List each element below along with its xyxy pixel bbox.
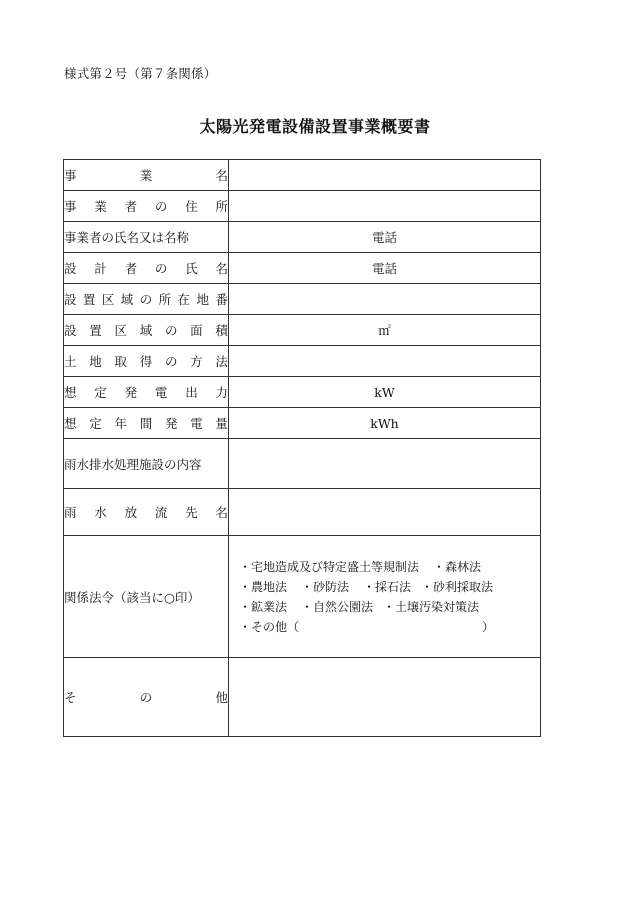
form-row <box>64 191 541 222</box>
row-label-text <box>64 259 228 277</box>
label-char: 方 <box>190 354 203 369</box>
row-value-field[interactable]: 電話 <box>229 253 541 284</box>
label-char: 取 <box>114 354 127 369</box>
law-item[interactable]: ・採石法 <box>363 579 412 594</box>
laws-line <box>239 577 540 597</box>
label-char: 流 <box>154 505 168 520</box>
row-label-text <box>64 503 228 521</box>
laws-checklist[interactable] <box>229 536 541 658</box>
label-char: 想 <box>64 416 77 431</box>
row-label-text <box>64 290 228 308</box>
form-row <box>64 222 541 253</box>
label-char: 名 <box>215 505 228 520</box>
label-char: 先 <box>185 505 198 520</box>
form-number: 様式第２号（第７条関係） <box>64 66 217 81</box>
row-label-text <box>64 352 228 370</box>
law-item[interactable]: ・鉱業法 <box>239 599 288 614</box>
label-char: の <box>164 323 178 338</box>
label-char: 面 <box>190 323 203 338</box>
row-label <box>64 253 229 284</box>
row-label <box>64 536 229 658</box>
label-char: 在 <box>177 292 191 307</box>
label-char: 所 <box>215 199 228 214</box>
row-value-field[interactable] <box>229 439 541 489</box>
label-char: 置 <box>82 292 96 307</box>
label-char: 間 <box>139 416 153 431</box>
label-char: 区 <box>101 292 115 307</box>
law-item[interactable]: ・農地法 <box>239 579 288 594</box>
label-char: 所 <box>158 292 172 307</box>
form-row <box>64 160 541 191</box>
document-title: 太陽光発電設備設置事業概要書 <box>199 117 431 136</box>
label-char: 業 <box>94 199 107 214</box>
label-char: 域 <box>139 323 153 338</box>
row-label <box>64 284 229 315</box>
form-row <box>64 284 541 315</box>
label-char: 放 <box>124 505 138 520</box>
row-label-text: 関係法令（該当に○印） <box>64 589 200 605</box>
law-item[interactable]: ・自然公園法 <box>301 599 374 614</box>
label-char: 出 <box>185 385 198 400</box>
label-char: 定 <box>94 385 107 400</box>
row-value-field[interactable] <box>229 160 541 191</box>
law-item[interactable]: ・宅地造成及び特定盛土等規制法 <box>239 559 420 574</box>
row-label-text <box>64 688 228 706</box>
row-value-field[interactable]: kW <box>229 377 541 408</box>
row-label-text <box>64 197 228 215</box>
law-item[interactable]: ・砂防法 <box>301 579 350 594</box>
label-char: 定 <box>89 416 102 431</box>
label-char: そ <box>64 690 77 705</box>
label-char: 発 <box>164 416 178 431</box>
label-char: の <box>139 292 153 307</box>
row-label-text <box>64 414 228 432</box>
row-value-field[interactable] <box>229 346 541 377</box>
label-char: 氏 <box>185 261 198 276</box>
form-row <box>64 408 541 439</box>
form-row-laws <box>64 536 541 658</box>
row-label <box>64 439 229 489</box>
label-char: 名 <box>215 168 228 183</box>
row-label <box>64 191 229 222</box>
overview-form-table <box>63 159 541 737</box>
row-label <box>64 408 229 439</box>
label-char: 想 <box>64 385 77 400</box>
label-char: 水 <box>94 505 107 520</box>
form-row <box>64 377 541 408</box>
row-value-field[interactable] <box>229 191 541 222</box>
label-char: 設 <box>64 292 77 307</box>
label-char: の <box>154 261 168 276</box>
label-char: 他 <box>215 690 228 705</box>
row-value-field[interactable]: 電話 <box>229 222 541 253</box>
label-char: 地 <box>89 354 102 369</box>
label-char: 設 <box>64 261 77 276</box>
row-label-text <box>64 166 228 184</box>
label-char: 置 <box>89 323 102 338</box>
form-row <box>64 439 541 489</box>
label-char: 電 <box>190 416 203 431</box>
label-char: 地 <box>196 292 209 307</box>
row-label-text: 雨水排水処理施設の内容 <box>64 456 202 472</box>
label-char: 法 <box>215 354 228 369</box>
row-label-text <box>64 383 228 401</box>
row-label <box>64 346 229 377</box>
label-char: 土 <box>64 354 77 369</box>
row-label <box>64 377 229 408</box>
label-char: 者 <box>124 261 138 276</box>
row-value-field[interactable] <box>229 489 541 536</box>
label-char: の <box>164 354 178 369</box>
form-row <box>64 489 541 536</box>
row-label <box>64 160 229 191</box>
label-char: 者 <box>124 199 138 214</box>
label-char: 得 <box>139 354 153 369</box>
laws-other-line[interactable] <box>239 617 494 637</box>
row-label-text <box>64 321 228 339</box>
row-value-field[interactable]: kWh <box>229 408 541 439</box>
label-char: 事 <box>64 199 77 214</box>
label-char: 住 <box>185 199 198 214</box>
law-item[interactable]: ・土壌汚染対策法 <box>383 599 480 614</box>
label-char: 発 <box>124 385 138 400</box>
label-char: 量 <box>215 416 228 431</box>
label-char: 業 <box>139 168 153 183</box>
form-row <box>64 253 541 284</box>
form-row <box>64 315 541 346</box>
laws-line <box>239 557 540 577</box>
row-value-field[interactable] <box>229 284 541 315</box>
other-open: ・その他（ <box>239 619 300 634</box>
row-label <box>64 222 229 253</box>
label-char: 域 <box>120 292 134 307</box>
label-char: 積 <box>215 323 228 338</box>
row-label <box>64 489 229 536</box>
laws-line <box>239 597 540 617</box>
row-value-field[interactable]: ㎡ <box>229 315 541 346</box>
other-close: ） <box>481 619 494 634</box>
row-label-text: 事業者の氏名又は名称 <box>64 230 190 245</box>
label-char: 年 <box>114 416 127 431</box>
label-char: の <box>139 690 153 705</box>
law-item[interactable]: ・砂利採取法 <box>421 579 494 594</box>
row-label <box>64 658 229 737</box>
form-row <box>64 346 541 377</box>
law-item[interactable]: ・森林法 <box>433 559 482 574</box>
label-char: 計 <box>94 261 107 276</box>
label-char: の <box>154 199 168 214</box>
row-value-field[interactable] <box>229 658 541 737</box>
label-char: 名 <box>215 261 228 276</box>
label-char: 雨 <box>64 505 77 520</box>
row-label <box>64 315 229 346</box>
label-char: 区 <box>114 323 127 338</box>
form-row-other <box>64 658 541 737</box>
label-char: 電 <box>154 385 168 400</box>
label-char: 番 <box>215 292 228 307</box>
label-char: 事 <box>64 168 77 183</box>
label-char: 力 <box>215 385 228 400</box>
label-char: 設 <box>64 323 77 338</box>
